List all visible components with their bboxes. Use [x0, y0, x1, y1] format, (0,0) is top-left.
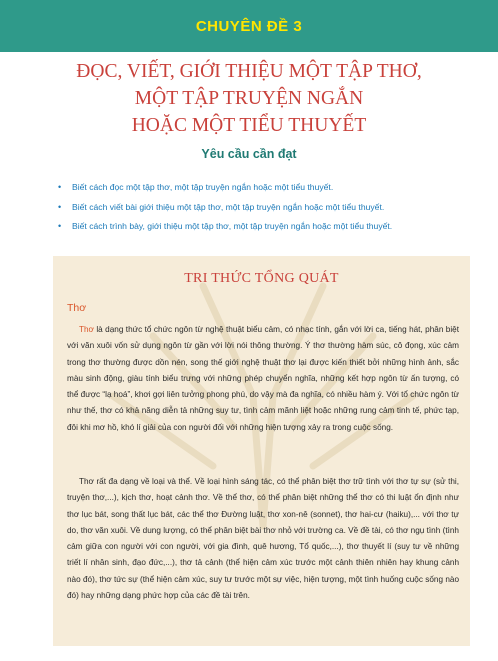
paragraph-lead-term: Thơ	[79, 325, 94, 334]
requirement-text: Biết cách đọc một tập thơ, một tập truyện ngắn hoặc một tiểu thuyết.	[72, 182, 334, 192]
bullet-icon: •	[58, 221, 62, 231]
requirement-text: Biết cách viết bài giới thiệu một tập thơ, một tập truyện ngắn hoặc một tiểu thuyết.	[72, 201, 385, 212]
section-heading: Thơ	[67, 302, 87, 314]
requirement-item	[58, 217, 488, 237]
chapter-banner	[0, 0, 498, 52]
knowledge-panel	[53, 256, 470, 646]
title-line-1: ĐỌC, VIẾT, GIỚI THIỆU MỘT TẬP THƠ,	[76, 61, 422, 82]
paragraph-classification: Thơ rất đa dạng về loại và thể. Về loại hình sáng tác, có thể phân biệt thơ trữ tình với thơ tự sự (sử thi, truyện thơ,...), kịch thơ, hoạt cảnh thơ. Về thể thơ, có thể phân biệt những thể thơ có thi luật ổn định như thơ lục bát, song thất lục bát, các thể thơ Đường luật, thơ xon-nê (sonnet), thơ hai-cư (haiku),... với thơ tự do, thơ văn xuôi. Về dung lượng, có thể phân biệt bài thơ nhỏ với trường ca. Về đề tài, có thơ ngụ tình (tình cảm giữa con người với con người, với gia đình, quê hương, Tổ quốc,...), thơ thuyết lí (suy tư về những triết lí nhân sinh, đạo đức,...), thơ tả cảnh (thể hiện cảm xúc trước một cảnh thiên nhiên hay khung cảnh nào đó), thơ tức sự (thể hiện cảm xúc, suy tư trước một sự việc, hiện tượng, một tình huống cuộc sống nào đó) hay những dạng phức hợp của các đề tài trên.	[67, 477, 459, 601]
paragraph-definition	[67, 322, 459, 436]
chapter-label: CHUYÊN ĐỀ 3	[195, 17, 303, 35]
title-line-3: HOẶC MỘT TIỂU THUYẾT	[131, 115, 367, 136]
requirement-text: Biết cách trình bày, giới thiệu một tập thơ, một tập truyện ngắn hoặc một tiểu thuyết.	[72, 221, 393, 231]
bullet-icon: •	[58, 182, 62, 192]
requirements-list	[58, 178, 488, 237]
page-title	[0, 58, 498, 139]
requirement-item	[58, 178, 488, 198]
bullet-icon: •	[58, 201, 62, 212]
title-line-2: MỘT TẬP TRUYỆN NGẮN	[134, 88, 364, 109]
paragraph-definition-text: là dạng thức tổ chức ngôn từ nghệ thuật biểu cảm, có nhạc tính, gắn với lời ca, tiếng hát, phân biệt với văn xuôi vốn sử dụng ngôn từ gần với lời nói thông thường. Ý thơ thường hàm súc, cô đọng, xúc cảm trong thơ thường được dồn nén, song thế giới nghệ thuật thơ lại được kiến thiết bởi những hình ảnh, sắc màu sinh động, giàu tính biểu trưng với những phép chuyển nghĩa, những kết hợp ngôn từ ấn tượng, có thể được “lạ hoá”, khơi gợi liên tưởng phong phú, do vậy mà đa nghĩa, có nhiều hàm ý. Với tổ chức ngôn từ như thế, thơ có khả năng diễn tả những suy tư, tình cảm mãnh liệt hoặc những rung cảm tinh tế, phức tạp, đôi khi mơ hồ, khó lí giải của con người đối với những hiện tượng xảy ra trong cuộc sống.	[67, 325, 459, 432]
panel-title: TRI THỨC TỔNG QUÁT	[184, 271, 339, 286]
requirement-item	[58, 198, 488, 218]
requirements-heading: Yêu cầu cần đạt	[201, 147, 297, 161]
